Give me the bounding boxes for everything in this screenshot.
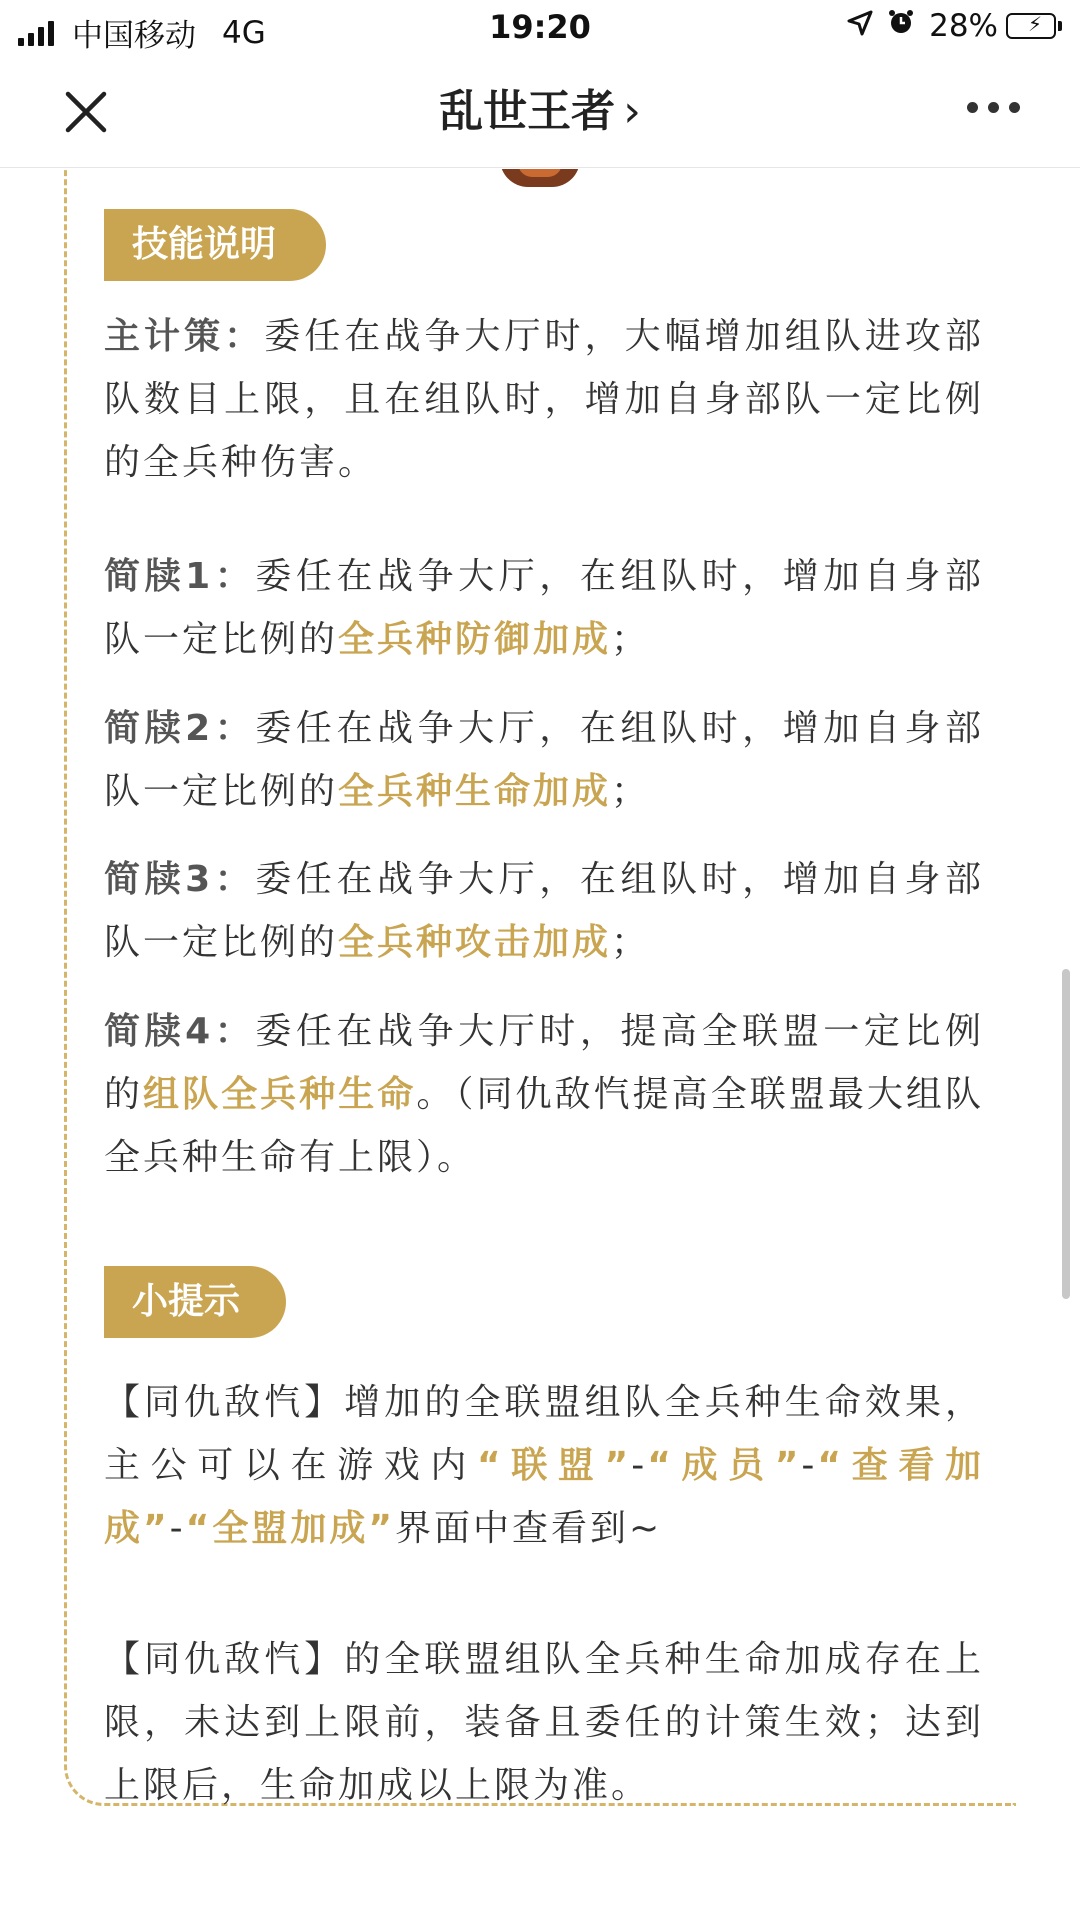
carrier-name: 中国移动 bbox=[72, 18, 196, 54]
article-content bbox=[0, 169, 1080, 1920]
skill-b2-text: 委任在战争大厅，在组队时，增加自身部队一定比例的 bbox=[104, 708, 984, 812]
tip-1-sep1: - bbox=[631, 1445, 648, 1486]
skill-b4-highlight: 组队全兵种生命 bbox=[143, 1074, 417, 1115]
scrollbar[interactable] bbox=[1062, 969, 1070, 1299]
skill-main-label: 主计策： bbox=[104, 316, 265, 357]
skill-b4-text: 委任在战争大厅时，提高全联盟一定比例的 bbox=[104, 1011, 984, 1115]
skill-b1 bbox=[104, 545, 984, 671]
section-heading-tips: 小提示 bbox=[104, 1266, 286, 1338]
tip-1-sep3: - bbox=[169, 1508, 186, 1549]
status-bar bbox=[0, 0, 1080, 56]
tip-1 bbox=[104, 1371, 984, 1560]
skill-b2-tail: ； bbox=[611, 771, 651, 812]
skill-b2-label: 简牍2： bbox=[104, 708, 256, 749]
skill-b4-tail: 。（同仇敌忾提高全联盟最大组队全兵种生命有上限）。 bbox=[104, 1074, 984, 1178]
status-time: 19:20 bbox=[489, 8, 591, 46]
chevron-right-icon: › bbox=[623, 86, 641, 137]
battery-charging-icon: ⚡ bbox=[1006, 13, 1062, 39]
tip-2: 【同仇敌忾】的全联盟组队全兵种生命加成存在上限，未达到上限前，装备且委任的计策生效；达到上限后，生命加成以上限为准。 bbox=[104, 1639, 984, 1806]
skill-b1-text: 委任在战争大厅，在组队时，增加自身部队一定比例的 bbox=[104, 556, 984, 660]
nav-bar bbox=[0, 56, 1080, 168]
skill-b3 bbox=[104, 848, 984, 974]
tip-1-h4: “全盟加成” bbox=[185, 1508, 395, 1549]
more-icon[interactable] bbox=[957, 102, 1020, 113]
tip-1-pre: 【同仇敌忾】增加的全联盟组队全兵种生命效果，主公可以在游戏内 bbox=[104, 1382, 984, 1486]
location-icon bbox=[847, 8, 873, 44]
skill-b4 bbox=[104, 1000, 984, 1189]
tip-1-h2: “成员” bbox=[647, 1445, 802, 1486]
status-right bbox=[847, 8, 1062, 44]
skill-b3-highlight: 全兵种攻击加成 bbox=[338, 922, 612, 963]
skill-b3-label: 简牍3： bbox=[104, 859, 256, 900]
skill-b1-highlight: 全兵种防御加成 bbox=[338, 619, 612, 660]
skill-b4-label: 简牍4： bbox=[104, 1011, 256, 1052]
skill-b3-tail: ； bbox=[611, 922, 651, 963]
tip-1-sep2: - bbox=[801, 1445, 818, 1486]
tip-1-h3: “查看加成” bbox=[104, 1445, 984, 1549]
skill-b3-text: 委任在战争大厅，在组队时，增加自身部队一定比例的 bbox=[104, 859, 984, 963]
skill-b2-highlight: 全兵种生命加成 bbox=[338, 771, 612, 812]
tip-1-post: 界面中查看到~ bbox=[395, 1508, 663, 1549]
skill-b1-tail: ； bbox=[611, 619, 651, 660]
page-title[interactable] bbox=[0, 84, 1080, 140]
skill-main-text: 委任在战争大厅时，大幅增加组队进攻部队数目上限，且在组队时，增加自身部队一定比例的全兵种伤害。 bbox=[104, 316, 984, 483]
skill-main bbox=[104, 305, 984, 494]
skill-b2 bbox=[104, 697, 984, 823]
network-type: 4G bbox=[222, 14, 266, 51]
skill-b1-label: 简牍1： bbox=[104, 556, 256, 597]
page-title-text: 乱世王者 bbox=[439, 86, 616, 137]
alarm-icon bbox=[887, 8, 915, 44]
tip-1-h1: “联盟” bbox=[477, 1445, 632, 1486]
section-heading-skill: 技能说明 bbox=[104, 209, 326, 281]
battery-percent: 28% bbox=[929, 8, 998, 44]
